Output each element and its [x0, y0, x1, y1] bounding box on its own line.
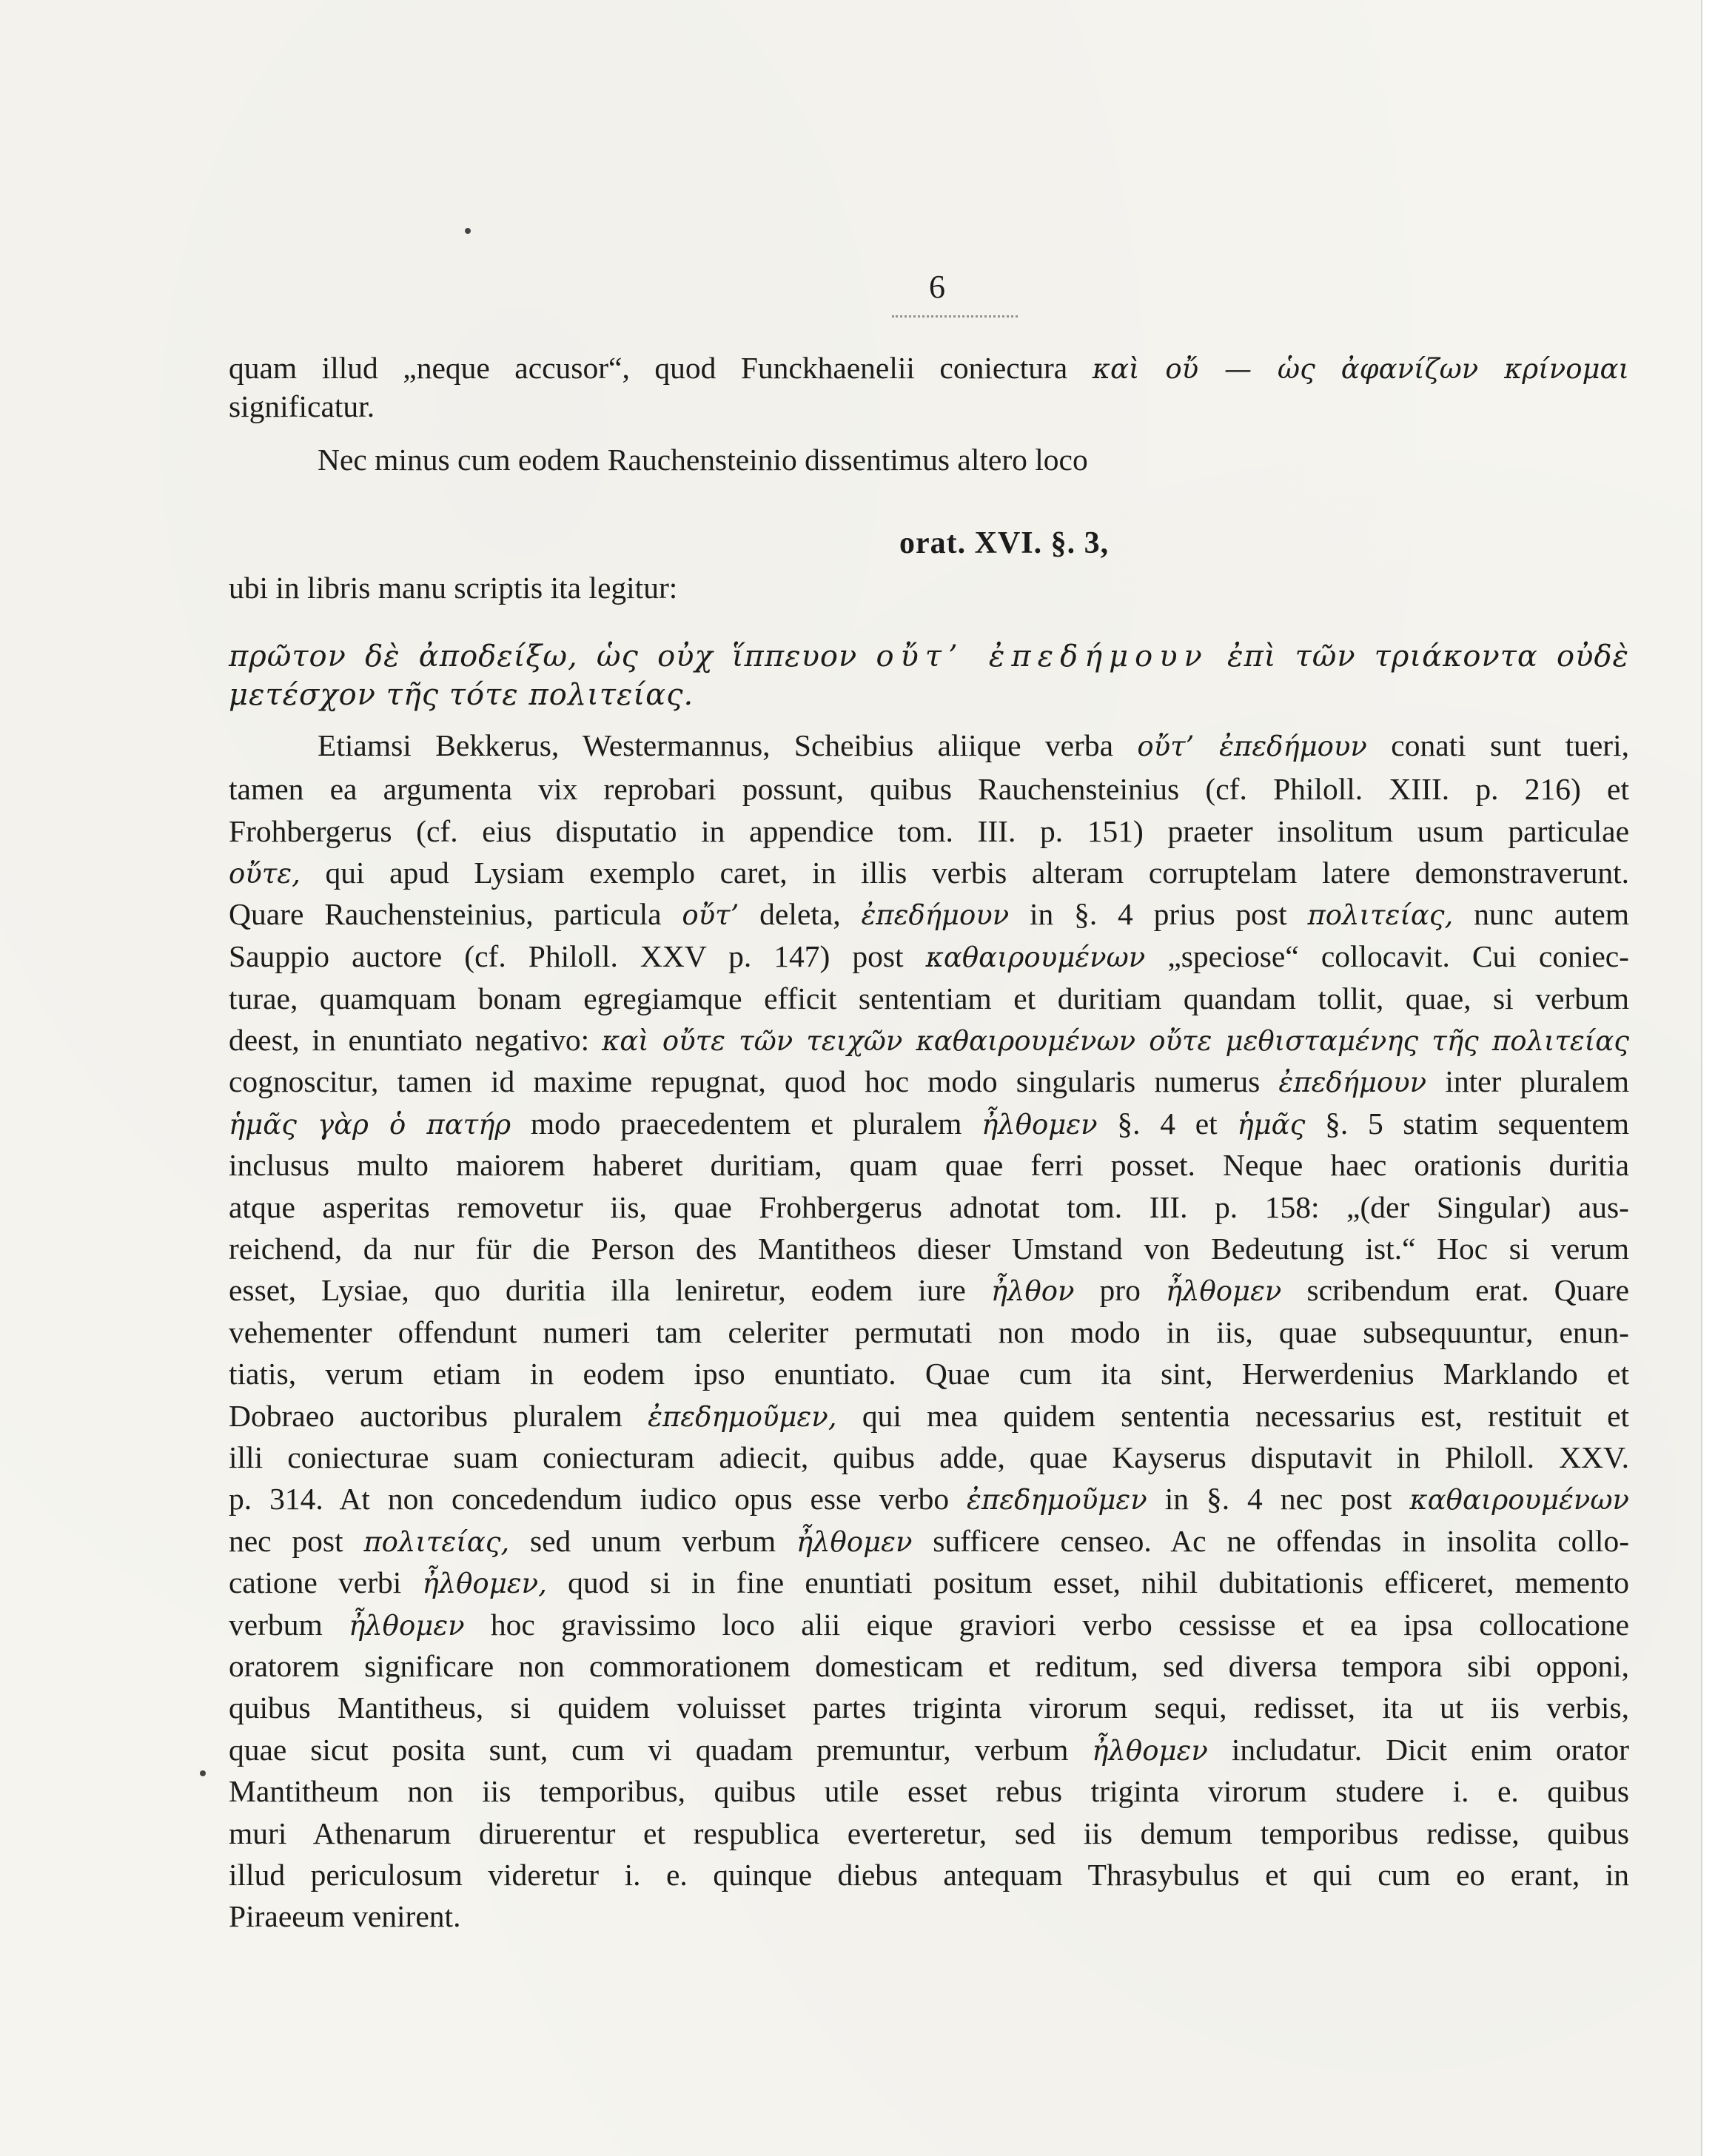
text-line: oratorem significare non commorationem domesticam et reditum, sed diversa tempora sibi opponi,	[229, 1649, 1629, 1683]
text-line: ἡμᾶς γὰρ ὁ πατήρ modo praecedentem et pluralem ἦλθομεν §. 4 et ἡμᾶς §. 5 statim sequentem	[229, 1106, 1630, 1141]
orat-reference: orat. XVI. §. 3,	[899, 526, 1110, 560]
text-line: illud periculosum videretur i. e. quinque diebus antequam Thrasybulus et qui cum eo erant, in	[229, 1858, 1629, 1892]
text-line: deest, in enuntiato negativo: καὶ οὔτε τῶν τειχῶν καθαιρουμένων οὔτε μεθισταμένης τῆς πολιτείας	[229, 1023, 1630, 1057]
greek-quote-line: πρῶτον δὲ ἀποδείξω, ὡς οὐχ ἵππευον οὔτ’ ἐπεδήμουν ἐπὶ τῶν τριάκοντα οὐδὲ	[229, 639, 1629, 674]
text-line: vehementer offendunt numeri tam celeriter permutati non modo in iis, quae subsequuntur, enun-	[229, 1315, 1629, 1349]
text-line: ubi in libris manu scriptis ita legitur:	[229, 571, 678, 605]
text-line: verbum ἦλθομεν hoc gravissimo loco alii eique graviori verbo cessisse et ea ipsa collocatione	[229, 1608, 1630, 1642]
text-line: Mantitheum non iis temporibus, quibus utile esset rebus triginta virorum studere i. e. quibus	[229, 1774, 1629, 1808]
text-line: Quare Rauchensteinius, particula οὔτ’ deleta, ἐπεδήμουν in §. 4 prius post πολιτείας, nunc autem	[229, 897, 1629, 931]
text-line: Sauppio auctore (cf. Philoll. XXV p. 147) post καθαιρουμένων „speciose“ collocavit. Cui coniec-	[229, 939, 1630, 973]
text-line: reichend, da nur für die Person des Mantitheos dieser Umstand von Bedeutung ist.“ Hoc si verum	[229, 1232, 1629, 1266]
scan-right-margin	[1701, 0, 1735, 2156]
text-line: tamen ea argumenta vix reprobari possunt, quibus Rauchensteinius (cf. Philoll. XIII. p. 216) et	[229, 772, 1629, 806]
text-line: quam illud „neque accusor“, quod Funckhaenelii coniectura καὶ οὔ — ὡς ἀφανίζων κρίνομαι	[229, 351, 1630, 385]
text-line: inclusus multo maiorem haberet duritiam, quam quae ferri posset. Neque haec orationis duritia	[229, 1148, 1629, 1182]
text-line: Dobraeo auctoribus pluralem ἐπεδημοῦμεν, qui mea quidem sententia necessarius est, restituit et	[229, 1399, 1630, 1433]
text-line: illi coniecturae suam coniecturam adiecit, quibus adde, quae Kayserus disputavit in Philoll. XXV.	[229, 1440, 1629, 1474]
text-line: catione verbi ἦλθομεν, quod si in fine enuntiati positum esset, nihil dubitationis efficeret, memento	[229, 1565, 1630, 1599]
text-line: turae, quamquam bonam egregiamque efficit sententiam et duritiam quandam tollit, quae, si verbum	[229, 981, 1629, 1015]
greek-quote-line: μετέσχον τῆς τότε πολιτείας.	[229, 678, 694, 712]
text-line: cognoscitur, tamen id maxime repugnat, quod hoc modo singularis numerus ἐπεδήμουν inter pluralem	[229, 1064, 1629, 1098]
ink-speck	[200, 1770, 206, 1776]
text-line: Piraeeum venirent.	[229, 1899, 461, 1933]
text-line: esset, Lysiae, quo duritia illa leniretur, eodem iure ἦλθον pro ἦλθομεν scribendum erat. Quare	[229, 1273, 1630, 1307]
text-line: tiatis, verum etiam in eodem ipso enuntiato. Quae cum ita sint, Herwerdenius Marklando et	[229, 1357, 1629, 1391]
ink-speck	[465, 228, 471, 234]
text-line: muri Athenarum diruerentur et respublica everteretur, sed iis demum temporibus redisse, quibus	[229, 1816, 1629, 1850]
text-line: atque asperitas removetur iis, quae Frohbergerus adnotat tom. III. p. 158: „(der Singular) aus-	[229, 1190, 1629, 1224]
text-line: quae sicut posita sunt, cum vi quadam premuntur, verbum ἦλθομεν includatur. Dicit enim orator	[229, 1733, 1630, 1767]
page-number-rule	[892, 311, 1018, 318]
text-line: Frohbergerus (cf. eius disputatio in appendice tom. III. p. 151) praeter insolitum usum particulae	[229, 814, 1629, 848]
text-line: nec post πολιτείας, sed unum verbum ἦλθομεν sufficere censeo. Ac ne offendas in insolita collo-	[229, 1524, 1630, 1558]
text-line: Etiamsi Bekkerus, Westermannus, Scheibius aliique verba οὔτ’ ἐπεδήμουν conati sunt tueri,	[318, 728, 1629, 762]
text-line: Nec minus cum eodem Rauchensteinio dissentimus altero loco	[318, 443, 1088, 477]
text-line: p. 314. At non concedendum iudico opus esse verbo ἐπεδημοῦμεν in §. 4 nec post καθαιρουμένων	[229, 1482, 1630, 1516]
page-number: 6	[929, 269, 946, 305]
text-line: οὔτε, qui apud Lysiam exemplo caret, in illis verbis alteram corruptelam latere demonstraverunt.	[229, 856, 1629, 890]
text-line: significatur.	[229, 389, 375, 423]
text-line: quibus Mantitheus, si quidem voluisset partes triginta virorum sequi, redisset, ita ut iis verbis,	[229, 1690, 1629, 1725]
